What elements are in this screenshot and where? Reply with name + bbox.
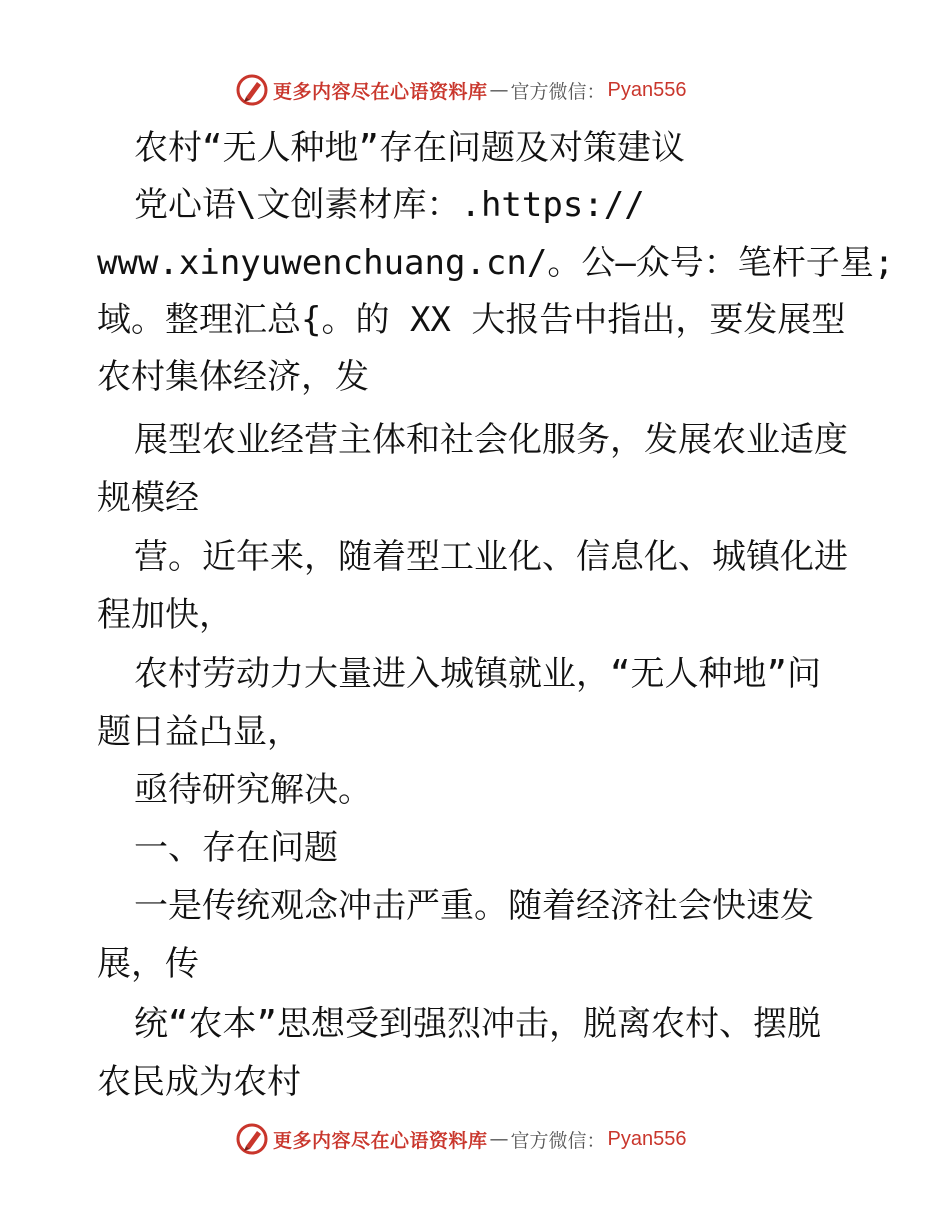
text-line: 农村集体经济，发: [97, 357, 369, 397]
text-line: 农村劳动力大量进入城镇就业，“无人种地”问: [134, 654, 821, 694]
text-line: 营。近年来，随着型工业化、信息化、城镇化进: [134, 537, 848, 577]
pen-logo-icon: [235, 1122, 269, 1156]
text-line: 党心语\文创素材库：.https://: [134, 185, 645, 225]
text-line: 农民成为农村: [97, 1062, 301, 1102]
text-line: 规模经: [97, 478, 199, 518]
text-line: www.xinyuwenchuang.cn/。公—众号：笔杆子星;: [97, 243, 895, 283]
banner-wechat-handle: Pyan556: [607, 78, 687, 101]
text-line: 展型农业经营主体和社会化服务，发展农业适度: [134, 420, 848, 460]
text-line: 亟待研究解决。: [134, 770, 372, 810]
banner-dash: —: [489, 1128, 509, 1150]
text-line: 一是传统观念冲击严重。随着经济社会快速发: [134, 886, 814, 926]
text-line: 程加快，: [97, 595, 233, 635]
doc-title: 农村“无人种地”存在问题及对策建议: [134, 128, 685, 168]
text-line: 题日益凸显，: [97, 712, 301, 752]
text-line: 展，传: [97, 944, 199, 984]
banner-brand-text: 更多内容尽在心语资料库: [273, 1129, 488, 1152]
footer-banner: [235, 1121, 687, 1157]
banner-brand-text: 更多内容尽在心语资料库: [273, 80, 488, 103]
banner-wechat-handle: Pyan556: [607, 1127, 687, 1150]
text-line: 域。整理汇总{。的 XX 大报告中指出，要发展型: [97, 300, 846, 340]
banner-dash: —: [489, 79, 509, 101]
banner-official-label: 官方微信：: [510, 1129, 606, 1152]
banner-official-label: 官方微信：: [510, 80, 606, 103]
text-line: 统“农本”思想受到强烈冲击，脱离农村、摆脱: [134, 1004, 821, 1044]
section-heading: 一、存在问题: [134, 828, 338, 868]
